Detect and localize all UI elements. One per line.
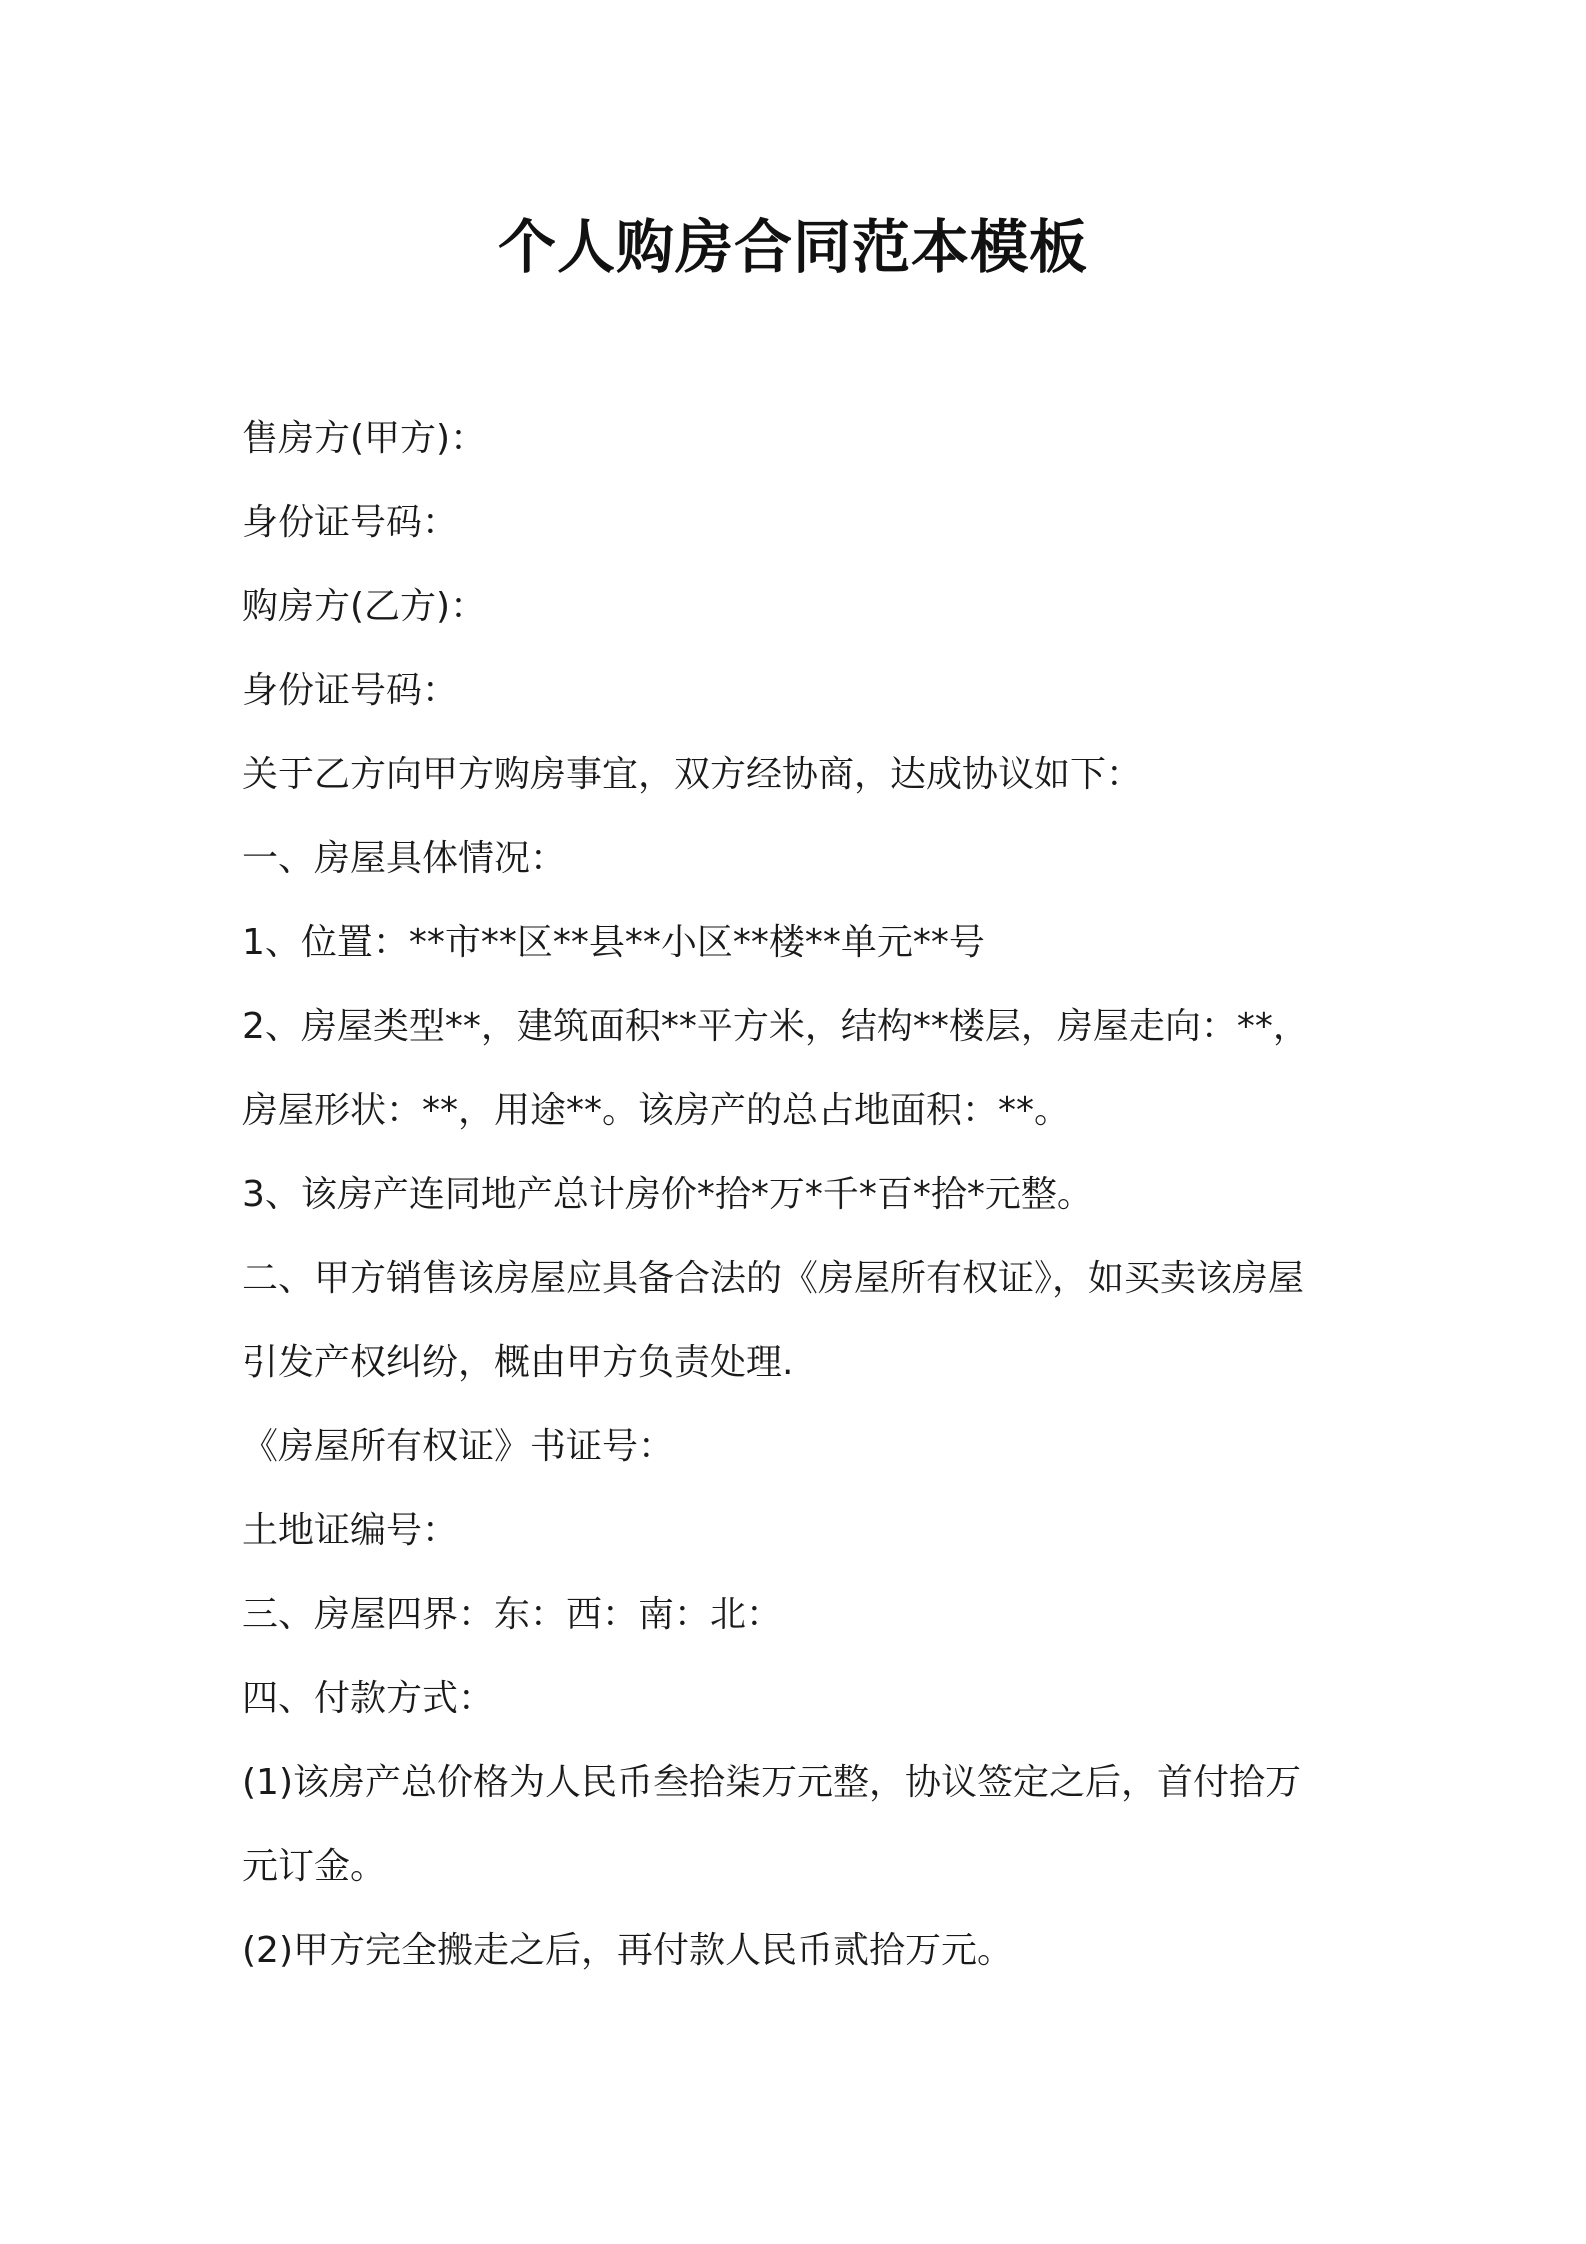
payment-item-1-cont: 元订金。 [242,1846,387,1887]
section-3-boundaries: 三、房屋四界：东：西：南：北： [242,1594,783,1635]
agreement-intro: 关于乙方向甲方购房事宜，双方经协商，达成协议如下： [242,754,1143,795]
payment-item-1: (1)该房产总价格为人民币叁拾柒万元整，协议签定之后，首付拾万 [242,1762,1301,1803]
document-title: 个人购房合同范本模板 [497,213,1088,281]
item-total-price: 3、该房产连同地产总计房价*拾*万*千*百*拾*元整。 [242,1174,1093,1215]
buyer-id-label: 身份证号码： [242,670,459,711]
ownership-cert-number-label: 《房屋所有权证》书证号： [242,1426,675,1467]
item-property-type: 2、房屋类型**，建筑面积**平方米，结构**楼层，房屋走向：**， [242,1006,1309,1047]
document-body [242,397,1362,1993]
item-location: 1、位置：**市**区**县**小区**楼**单元**号 [242,922,985,963]
section-4-heading: 四、付款方式： [242,1678,495,1719]
buyer-label: 购房方(乙方)： [242,586,487,627]
section-1-heading: 一、房屋具体情况： [242,838,567,879]
item-property-type-cont: 房屋形状：**，用途**。该房产的总占地面积：**。 [242,1090,1071,1131]
land-cert-number-label: 土地证编号： [242,1510,459,1551]
seller-id-label: 身份证号码： [242,502,459,543]
section-2-text-cont: 引发产权纠纷，概由甲方负责处理. [242,1342,794,1383]
section-2-text: 二、甲方销售该房屋应具备合法的《房屋所有权证》，如买卖该房屋 [242,1258,1305,1299]
seller-label: 售房方(甲方)： [242,418,487,459]
payment-item-2: (2)甲方完全搬走之后，再付款人民币贰拾万元。 [242,1930,1013,1971]
